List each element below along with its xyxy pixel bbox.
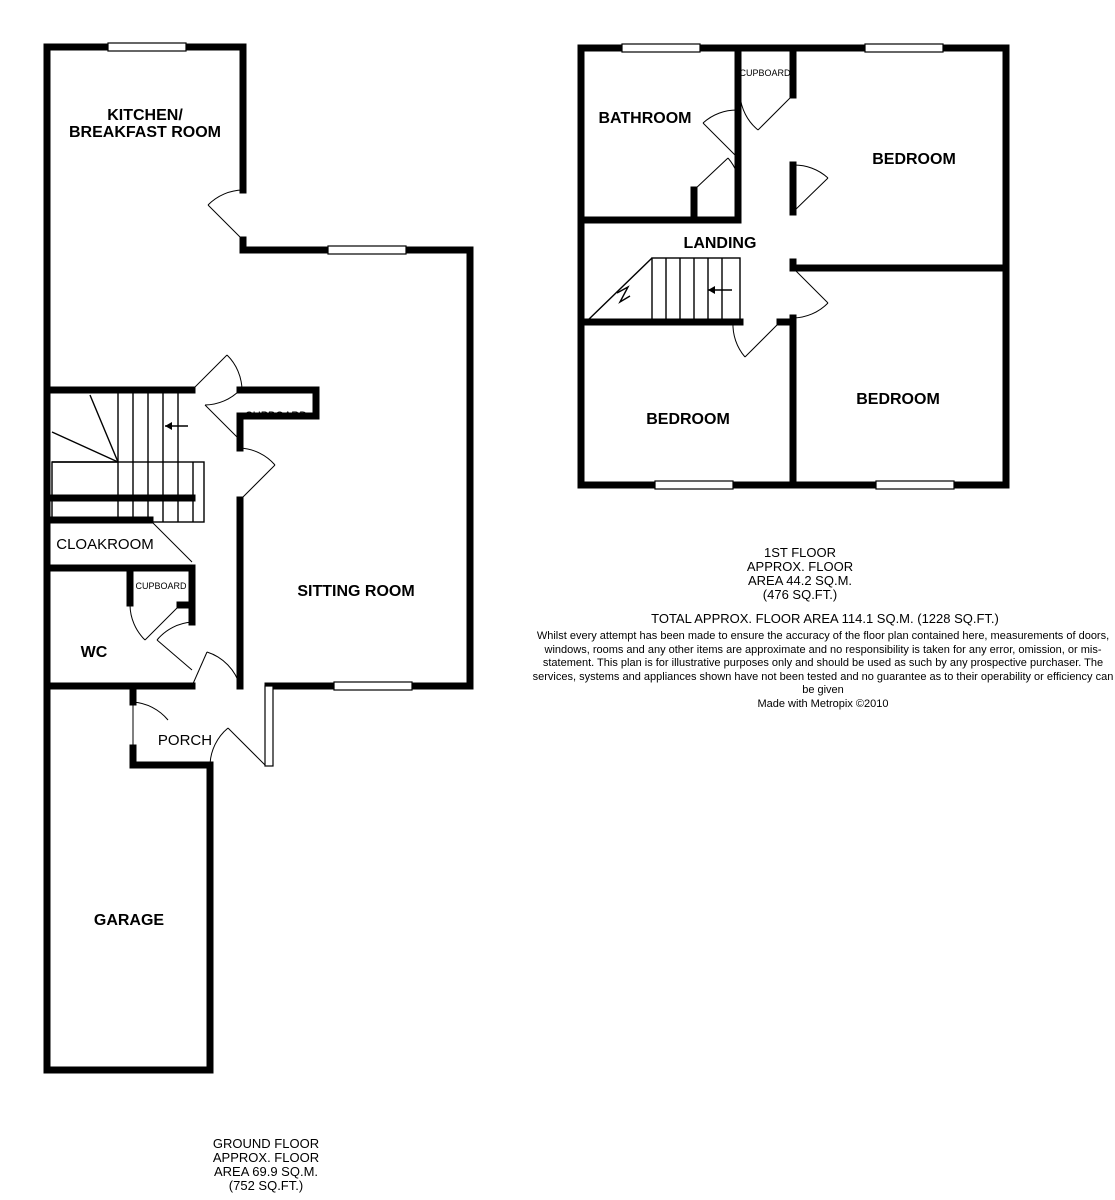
first-floor-caption: [720, 546, 880, 602]
ground-floor-caption-line2: APPROX. FLOOR: [212, 1150, 320, 1165]
first-floor-labels: [598, 68, 955, 428]
bathroom-label: BATHROOM: [598, 110, 692, 127]
ground-floor-doors: [130, 190, 275, 765]
first-floor-caption-line4: (476 SQ.FT.): [762, 587, 838, 602]
disclaimer-block: [532, 630, 1114, 711]
ground-floor-caption-line1: GROUND FLOOR: [212, 1136, 320, 1151]
first-floor-caption-line2: APPROX. FLOOR: [746, 559, 854, 574]
bedroom-top-right-label: BEDROOM: [872, 151, 956, 168]
total-floor-area: TOTAL APPROX. FLOOR AREA 114.1 SQ.M. (1228 SQ.FT.): [651, 611, 999, 626]
disclaimer-text: Whilst every attempt has been made to ensure the accuracy of the floor plan contained here, measurements of doors, windows, rooms and any other items are approximate and no responsibility is taken for any error, omission, or mis-statement. This plan is for illustrative purposes only and should be used as such by any prospective purchaser. The services, systems and appliances shown have not been tested and no guarantee as to their operability or efficiency can be given: [532, 630, 1114, 696]
sitting-room-label: SITTING ROOM: [297, 583, 415, 600]
first-floor-doors: [694, 95, 828, 357]
first-floor-plan: [581, 44, 1006, 489]
cloakroom-label: CLOAKROOM: [56, 536, 154, 553]
kitchen-label-line1: KITCHEN/: [107, 107, 183, 124]
metropix-credit: Made with Metropix ©2010: [757, 697, 889, 710]
ground-floor-staircase: [52, 390, 204, 522]
first-floor-staircase: [586, 258, 740, 322]
porch-label: PORCH: [157, 732, 213, 749]
ground-floor-caption-line4: (752 SQ.FT.): [228, 1178, 304, 1193]
ground-cupboard-label: CUPBOARD: [244, 410, 308, 422]
garage-label: GARAGE: [93, 912, 165, 929]
bedroom-bottom-left-label: BEDROOM: [646, 411, 730, 428]
first-floor-caption-line1: 1ST FLOOR: [763, 545, 836, 560]
ground-floor-plan: [47, 43, 470, 1070]
landing-label: LANDING: [683, 235, 757, 252]
kitchen-label-line2: BREAKFAST ROOM: [69, 124, 221, 141]
bedroom-bottom-right-label: BEDROOM: [856, 391, 940, 408]
first-floor-caption-line3: AREA 44.2 SQ.M.: [747, 573, 853, 588]
first-cupboard-label: CUPBOARD: [739, 68, 791, 78]
ground-floor-caption: [186, 1137, 346, 1193]
wc-label: WC: [80, 644, 108, 661]
ground-floor-caption-line3: AREA 69.9 SQ.M.: [213, 1164, 319, 1179]
ground-floor-windows: [108, 43, 415, 766]
wc-cupboard-label: CUPBOARD: [135, 581, 187, 591]
